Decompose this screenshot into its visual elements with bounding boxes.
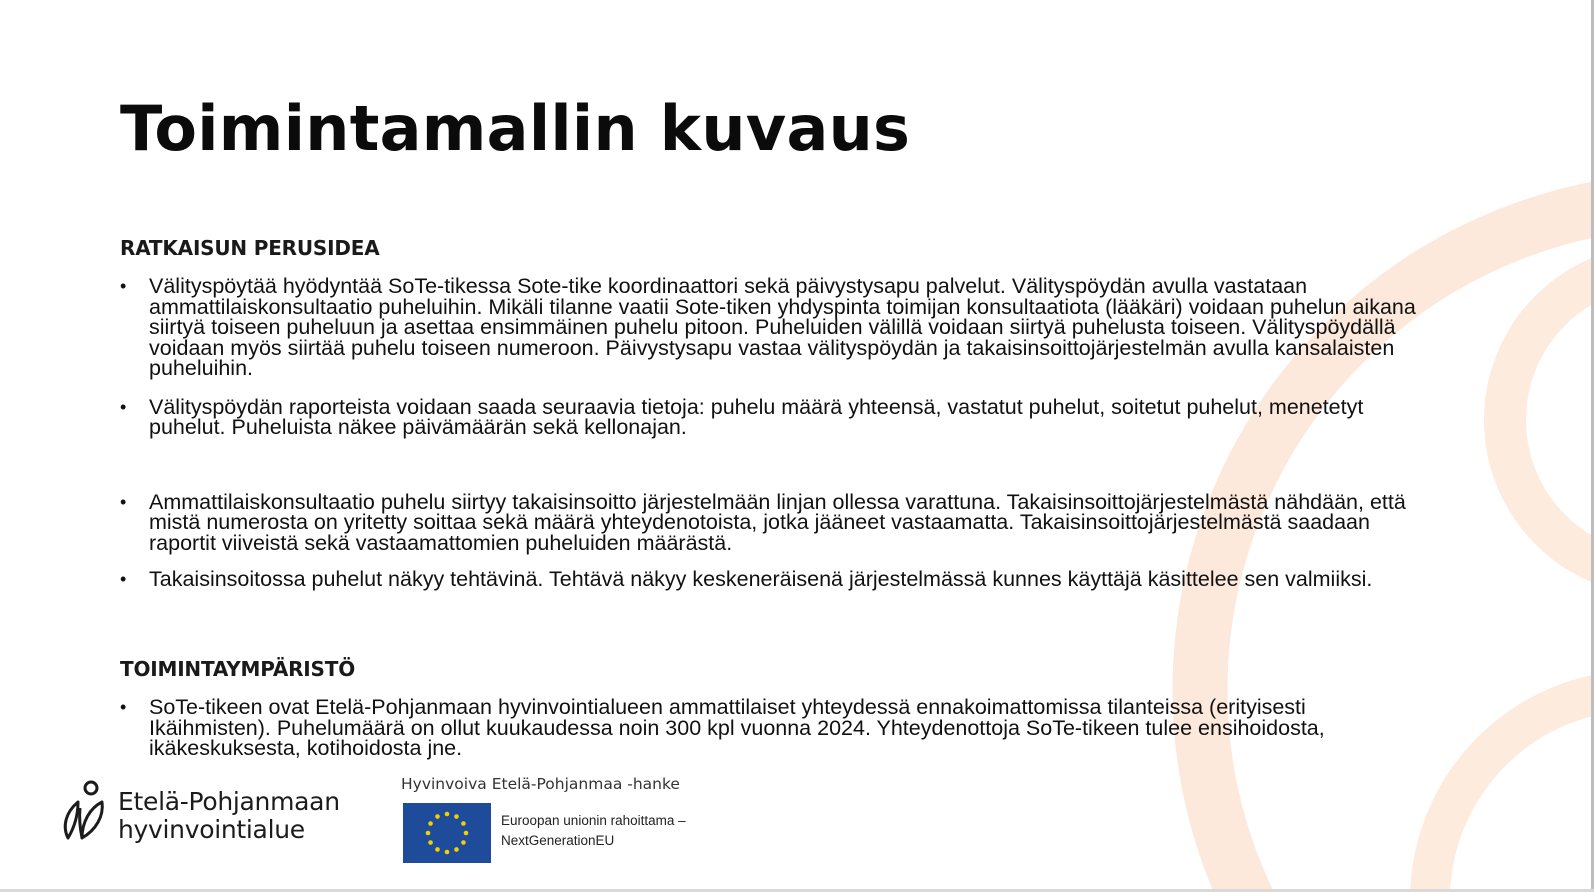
list-item: • Takaisinsoitossa puhelut näkyy tehtävinä. Tehtävä näkyy keskeneräisenä järjestelmässä kunnes käyttäjä käsittelee sen valmiiksi. (120, 569, 1430, 590)
eu-star-icon (464, 831, 469, 836)
eu-star-icon (454, 814, 459, 819)
project-label: Hyvinvoiva Etelä-Pohjanmaa -hanke (401, 775, 680, 793)
org-name-line2: hyvinvointialue (118, 815, 305, 844)
eu-star-icon (428, 821, 433, 826)
eu-star-icon (435, 814, 440, 819)
list-item: • Välityspöydän raporteista voidaan saada seuraavia tietoja: puhelu määrä yhteensä, vastatut puhelut, soitetut puhelut, menetetyt puhelut. Puheluista näkee päivämäärän sekä kellonajan. (120, 397, 1430, 438)
bullet-list-perusidea (120, 276, 1430, 590)
eu-star-icon (461, 821, 466, 826)
eu-funding-text (501, 811, 686, 851)
org-name-line1: Etelä-Pohjanmaan (118, 787, 340, 816)
org-logo-icon (60, 778, 110, 844)
org-logo (60, 778, 380, 858)
eu-star-icon (445, 812, 450, 817)
eu-flag-icon (403, 803, 491, 863)
list-item: • SoTe-tikeen ovat Etelä-Pohjanmaan hyvinvointialueen ammattilaiset yhteydessä ennakoimattomissa tilanteissa (erityisesti Ikäihmisten). Puhelumäärä on ollut kuukaudessa noin 300 kpl vuonna 2024. Yhteydenottoja SoTe-tikeen tulee ensihoidosta, ikäkeskuksesta, kotihoidosta jne. (120, 697, 1430, 759)
eu-star-icon (426, 831, 431, 836)
eu-star-icon (461, 840, 466, 845)
eu-star-icon (428, 840, 433, 845)
list-item: • Ammattilaiskonsultaatio puhelu siirtyy takaisinsoitto järjestelmään linjan ollessa varattuna. Takaisinsoittojärjestelmästä nähdään, että mistä numerosta on yritetty soittaa sekä määrä yhteydenotoista, jotka jääneet vastaamatta. Takaisinsoittojärjestelmästä saadaan raportit viiveistä sekä vastaamattomien puheluiden määrästä. (120, 492, 1430, 554)
bullet-list-toimintaymparisto (120, 697, 1430, 759)
eu-star-icon (454, 847, 459, 852)
eu-funding-logo (403, 803, 723, 863)
eu-star-icon (435, 847, 440, 852)
section-heading-ratkaisun-perusidea: RATKAISUN PERUSIDEA (120, 236, 380, 260)
section-heading-toimintaymparisto: TOIMINTAYMPÄRISTÖ (120, 657, 355, 681)
list-item: • Välityspöytää hyödyntää SoTe-tikessa Sote-tike koordinaattori sekä päivystysapu palvelut. Välityspöydän avulla vastataan ammattilaiskonsultaatio puheluihin. Mikäli tilanne vaatii Sote-tiken yhdyspinta toimijan konsultaatiota (lääkäri) voidaan puhelun aikana siirtyä toiseen puheluun ja asettaa ensimmäinen puhelu pitoon. Puheluiden välillä voidaan siirtyä puhelusta toiseen. Välityspöydällä voidaan myös siirtää puhelu toiseen numeroon. Päivystysapu vastaa välityspöydän ja takaisinsoittojärjestelmän avulla kansalaisten puheluihin. (120, 276, 1430, 379)
page-title: Toimintamallin kuvaus (120, 92, 911, 165)
eu-funding-line2: NextGenerationEU (501, 833, 615, 848)
eu-star-icon (445, 850, 450, 855)
eu-funding-line1: Euroopan unionin rahoittama – (501, 813, 686, 828)
org-name (118, 788, 340, 844)
